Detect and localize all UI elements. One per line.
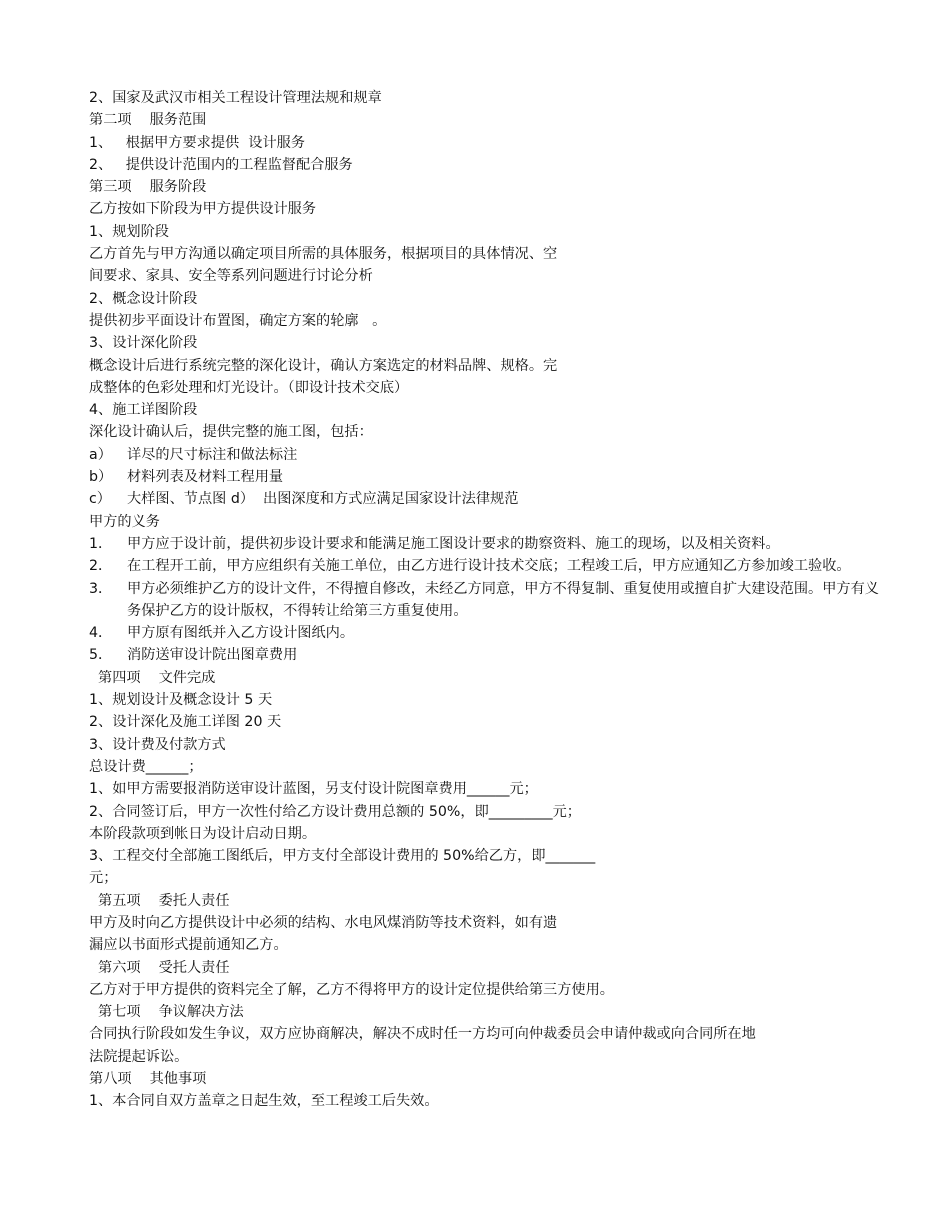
duty-item <box>89 533 889 555</box>
completion-item-2: 2、设计深化及施工详图 20 天 <box>89 714 282 731</box>
duty-number: 2． <box>89 558 113 575</box>
duty-text: 甲方必须维护乙方的设计文件，不得擅自修改，未经乙方同意，甲方不得复制、重复使用或擅自扩大建设范围。甲方有义务保护乙方的设计版权，不得转让给第三方重复使用。 <box>127 580 879 619</box>
stage-concept-text: 提供初步平面设计布置图，确定方案的轮廓 。 <box>89 312 387 329</box>
stage-planning-text-1: 乙方首先与甲方沟通以确定项目所需的具体服务，根据项目的具体情况、空 <box>89 246 558 263</box>
payment-item-3: 3、工程交付全部施工图纸后，甲方支付全部设计费用的 50%给乙方，即_______ <box>89 848 596 865</box>
deliverable-item-c <box>89 488 889 510</box>
duty-item <box>89 555 889 577</box>
duty-number: 1． <box>89 535 113 552</box>
deliverable-letter: c） <box>89 491 111 508</box>
completion-item-3: 3、设计费及付款方式 <box>89 736 226 753</box>
section-heading-contractor-duty: 第六项 受托人责任 <box>89 959 230 976</box>
total-fee-line: 总设计费______； <box>89 758 203 775</box>
payment-item-3-cont: 元； <box>89 870 118 887</box>
stages-intro: 乙方按如下阶段为甲方提供设计服务 <box>89 201 317 218</box>
section-heading-stages: 第三项 服务阶段 <box>89 179 207 196</box>
deliverable-item-b <box>89 466 889 488</box>
completion-item-1: 1、规划设计及概念设计 5 天 <box>89 692 273 709</box>
dispute-text-1: 合同执行阶段如发生争议，双方应协商解决，解决不成时任一方均可向仲裁委员会申请仲裁或向合同所在地 <box>89 1026 756 1043</box>
deliverable-text: 材料列表及材料工程用量 <box>127 469 284 486</box>
duty-number: 5． <box>89 647 113 664</box>
section-heading-dispute: 第七项 争议解决方法 <box>89 1004 244 1021</box>
other-item-1: 1、本合同自双方盖章之日起生效，至工程竣工后失效。 <box>89 1093 439 1110</box>
party-a-duties-heading: 甲方的义务 <box>89 513 160 530</box>
stage-construction-title: 4、施工详图阶段 <box>89 402 198 419</box>
duty-item <box>89 644 889 666</box>
scope-item-1: 1、 根据甲方要求提供 设计服务 <box>89 134 306 151</box>
duty-number: 3． <box>89 580 113 597</box>
scope-item-2: 2、 提供设计范围内的工程监督配合服务 <box>89 156 353 173</box>
duty-item <box>89 578 889 623</box>
stage-planning-title: 1、规划阶段 <box>89 223 169 240</box>
duty-number: 4． <box>89 625 113 642</box>
client-duty-text-2: 漏应以书面形式提前通知乙方。 <box>89 937 288 954</box>
stage-construction-text: 深化设计确认后，提供完整的施工图，包括： <box>89 424 373 441</box>
deliverable-letter: b） <box>89 469 113 486</box>
section-heading-completion: 第四项 文件完成 <box>89 669 216 686</box>
duty-item <box>89 622 889 644</box>
stage-deepening-text-1: 概念设计后进行系统完整的深化设计，确认方案选定的材料品牌、规格。完 <box>89 357 558 374</box>
deliverable-text: 详尽的尺寸标注和做法标注 <box>127 446 298 463</box>
duty-text: 甲方原有图纸并入乙方设计图纸内。 <box>127 625 355 642</box>
contract-page <box>89 87 889 1113</box>
client-duty-text-1: 甲方及时向乙方提供设计中必须的结构、水电风煤消防等技术资料，如有遗 <box>89 914 558 931</box>
payment-item-2: 2、合同签订后，甲方一次性付给乙方设计费用总额的 50%，即_________元； <box>89 803 581 820</box>
stage-deepening-text-2: 成整体的色彩处理和灯光设计。（即设计技术交底） <box>89 379 409 396</box>
regulations-line: 2、国家及武汉市相关工程设计管理法规和规章 <box>89 90 382 106</box>
deliverable-letter: a） <box>89 446 112 463</box>
duty-text: 消防送审设计院出图章费用 <box>127 647 298 664</box>
contractor-duty-text: 乙方对于甲方提供的资料完全了解，乙方不得将甲方的设计定位提供给第三方使用。 <box>89 981 614 998</box>
stage-concept-title: 2、概念设计阶段 <box>89 290 198 307</box>
payment-note: 本阶段款项到帐日为设计启动日期。 <box>89 825 317 842</box>
section-heading-client-duty: 第五项 委托人责任 <box>89 892 230 909</box>
deliverable-item-a <box>89 444 889 466</box>
stage-planning-text-2: 间要求、家具、安全等系列问题进行讨论分析 <box>89 268 373 285</box>
duty-text: 甲方应于设计前，提供初步设计要求和能满足施工图设计要求的勘察资料、施工的现场，以及相关资料。 <box>127 535 780 552</box>
deliverable-text: 大样图、节点图 d） 出图深度和方式应满足国家设计法律规范 <box>127 491 519 508</box>
stage-deepening-title: 3、设计深化阶段 <box>89 335 198 352</box>
section-heading-other: 第八项 其他事项 <box>89 1071 207 1088</box>
section-heading-scope: 第二项 服务范围 <box>89 112 207 129</box>
duty-text: 在工程开工前，甲方应组织有关施工单位，由乙方进行设计技术交底；工程竣工后，甲方应通知乙方参加竣工验收。 <box>127 558 851 575</box>
payment-item-1: 1、如甲方需要报消防送审设计蓝图，另支付设计院图章费用______元； <box>89 781 538 798</box>
dispute-text-2: 法院提起诉讼。 <box>89 1048 189 1065</box>
